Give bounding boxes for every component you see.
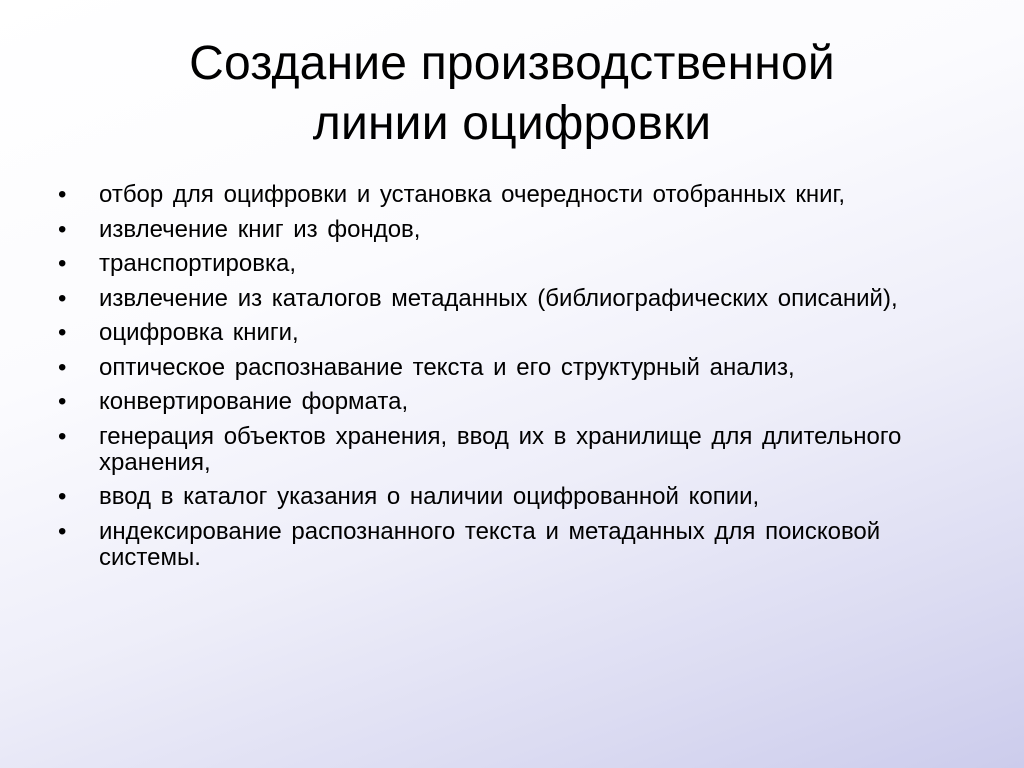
bullet-icon: • xyxy=(58,388,67,415)
bullet-item xyxy=(58,484,978,510)
bullet-item xyxy=(58,320,978,346)
bullet-icon: • xyxy=(58,284,67,312)
bullet-text: конвертирование формата, xyxy=(99,388,409,415)
bullet-text: отбор для оцифровки и установка очередности отобранных книг, xyxy=(99,181,846,208)
slide-title-line-2: линии оцифровки xyxy=(312,97,712,150)
bullet-icon: • xyxy=(58,353,67,381)
bullet-list xyxy=(58,182,978,579)
bullet-item xyxy=(58,424,978,476)
bullet-icon: • xyxy=(58,181,67,208)
bullet-text: оцифровка книги, xyxy=(99,319,299,346)
bullet-item xyxy=(58,217,978,243)
slide-title xyxy=(60,34,964,154)
bullet-icon: • xyxy=(58,215,67,243)
bullet-icon: • xyxy=(58,483,67,510)
bullet-icon: • xyxy=(58,422,67,450)
bullet-text: генерация объектов хранения, ввод их в хранилище для длительного хранения, xyxy=(99,422,902,476)
bullet-item xyxy=(58,182,978,208)
bullet-text: транспортировка, xyxy=(99,250,296,277)
bullet-text: оптическое распознавание текста и его структурный анализ, xyxy=(99,353,795,381)
bullet-text: индексирование распознанного текста и метаданных для поисковой системы. xyxy=(99,517,881,571)
bullet-icon: • xyxy=(58,250,67,277)
bullet-text: извлечение из каталогов метаданных (библиографических описаний), xyxy=(99,284,898,312)
bullet-item xyxy=(58,286,978,312)
bullet-text: ввод в каталог указания о наличии оцифрованной копии, xyxy=(99,483,760,510)
bullet-icon: • xyxy=(58,517,67,545)
bullet-item xyxy=(58,355,978,381)
bullet-item xyxy=(58,519,978,571)
bullet-icon: • xyxy=(58,319,67,346)
bullet-item xyxy=(58,389,978,415)
bullet-text: извлечение книг из фондов, xyxy=(99,215,421,243)
bullet-item xyxy=(58,251,978,277)
slide-title-line-1: Создание производственной xyxy=(189,37,835,90)
